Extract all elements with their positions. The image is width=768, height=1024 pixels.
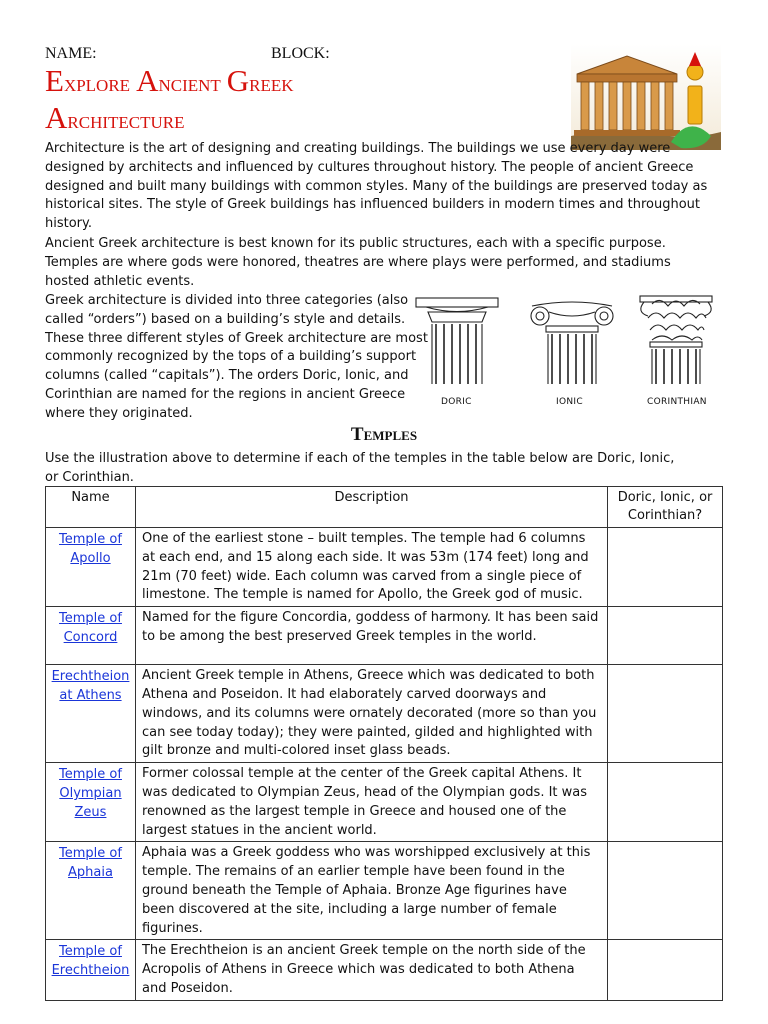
answer-cell[interactable] <box>608 607 723 665</box>
header-line <box>45 45 330 63</box>
intro-paragraph-2: Ancient Greek architecture is best known for its public structures, each with a specific purpose. Temples are where gods were honored, theatres are where plays were performed, and stadiums hosted athletic events. <box>45 236 671 289</box>
table-row <box>46 763 723 842</box>
temple-description: The Erechtheion is an ancient Greek temple on the north side of the Acropolis of Athens in Greece which was dedicated to both Athena and Poseidon. <box>135 940 607 1000</box>
temple-link-erechtheion-athens[interactable]: Erechtheion at Athens <box>51 669 130 703</box>
table-row <box>46 607 723 665</box>
temple-link-erechtheion[interactable]: Temple of Erechtheion <box>51 944 130 979</box>
answer-cell[interactable] <box>608 842 723 940</box>
temple-link-olympian-zeus[interactable]: Temple of Olympian Zeus <box>59 767 122 820</box>
doric-capital-icon <box>416 298 498 384</box>
section-title: Temples <box>350 424 418 445</box>
table-row <box>46 528 723 607</box>
temple-link-apollo[interactable]: Temple of Apollo <box>59 532 122 566</box>
page-title <box>45 64 294 138</box>
ionic-capital-icon <box>531 302 613 384</box>
corinthian-capital-icon <box>640 296 712 384</box>
temple-description: Former colossal temple at the center of the Greek capital Athens. It was dedicated to Olympian Zeus, head of the Olympian gods. It was renowned as the largest temple in Greece and housed one of the largest statues in the ancient world. <box>135 763 607 842</box>
greek-temple-info-icon <box>571 44 721 150</box>
table-row <box>46 940 723 1000</box>
column-capitals-illustration <box>412 294 722 412</box>
block-label: BLOCK: <box>271 45 330 62</box>
corinthian-label: CORINTHIAN <box>647 397 707 407</box>
table-row <box>46 665 723 763</box>
answer-cell[interactable] <box>608 665 723 763</box>
name-label: NAME: <box>45 45 97 62</box>
temple-description: Aphaia was a Greek goddess who was worshipped exclusively at this temple. The remains of an earlier temple have been found in the ground beneath the Temple of Aphaia. Bronze Age figurines have been discovered at the site, including a large number of female figurines. <box>135 842 607 940</box>
temples-table <box>45 486 723 1001</box>
header-name: Name <box>46 487 136 528</box>
ionic-label: IONIC <box>556 397 583 407</box>
answer-cell[interactable] <box>608 528 723 607</box>
temple-description: One of the earliest stone – built temples. The temple had 6 columns at each end, and 15 along each side. It was 53m (174 feet) long and 21m (70 feet) wide. Each column was carved from a single piece of limestone. The temple is named for Apollo, the Greek god of music. <box>135 528 607 607</box>
intro-paragraph-3: Greek architecture is divided into three categories (also called “orders”) based on a building’s style and details. These three different styles of Greek architecture are most commonly recognized by the tops of a building’s support columns (called “capitals”). The orders Doric, Ionic, and Corinthian are named for the regions in ancient Greece where they originated. <box>45 293 428 421</box>
temple-description: Ancient Greek temple in Athens, Greece which was dedicated to both Athena and Poseidon. It had elaborately carved doorways and windows, and its columns were ornately decorated (more so than you can see today today); they were painted, gilded and highlighted with gilt bronze and multi-colored inset glass beads. <box>135 665 607 763</box>
table-row <box>46 842 723 940</box>
temple-description: Named for the figure Concordia, goddess of harmony. It has been said to be among the best preserved Greek temples in the world. <box>135 607 607 665</box>
answer-cell[interactable] <box>608 763 723 842</box>
temple-link-aphaia[interactable]: Temple of Aphaia <box>59 846 122 881</box>
header-order: Doric, Ionic, or Corinthian? <box>608 487 723 528</box>
table-header-row <box>46 487 723 528</box>
answer-cell[interactable] <box>608 940 723 1000</box>
title-line-1: Explore Ancient Greek <box>45 63 294 98</box>
title-line-2: Architecture <box>45 100 185 135</box>
doric-label: DORIC <box>441 397 472 407</box>
header-description: Description <box>135 487 607 528</box>
intro-paragraph-1: Architecture is the art of designing and creating buildings. The buildings we use every day were designed by architects and influenced by cultures throughout history. The people of ancient Greece designed and built many buildings with common styles. Many of the buildings are preserved today as historical sites. The style of Greek buildings has influenced builders in modern times and throughout history. <box>45 141 708 232</box>
temple-link-concord[interactable]: Temple of Concord <box>59 611 122 645</box>
instructions: Use the illustration above to determine if each of the temples in the table below are Doric, Ionic, or Corinthian. <box>45 451 675 485</box>
